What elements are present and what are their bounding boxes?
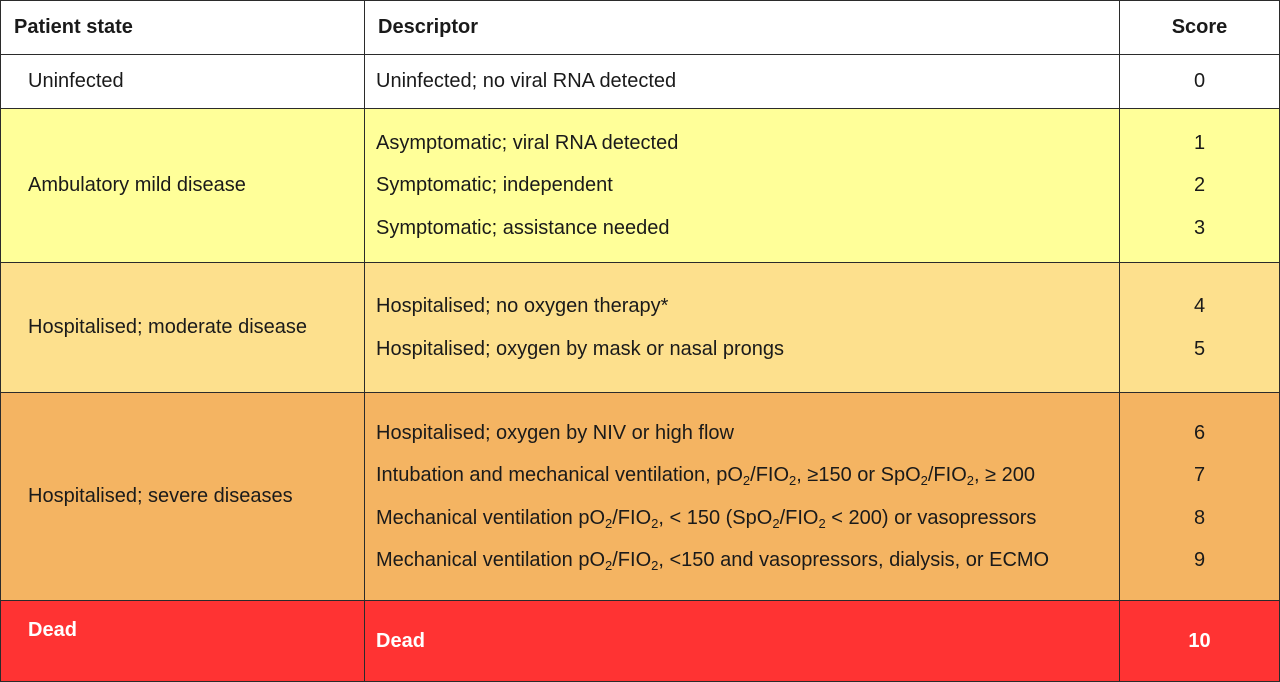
patient-state-cell: Uninfected (1, 55, 365, 109)
patient-state-cell: Ambulatory mild disease (1, 109, 365, 263)
descriptor-line (376, 454, 1119, 497)
descriptor-text: /FIO (927, 464, 967, 486)
header-patient-state: Patient state (1, 1, 365, 55)
descriptor-text: , < 150 (SpO (658, 506, 773, 529)
patient-state-cell: Hospitalised; moderate disease (1, 263, 365, 393)
score-value: 0 (1193, 70, 1206, 93)
score-value: 7 (1193, 464, 1206, 486)
subscript: 2 (605, 515, 613, 531)
descriptor-text: < 200) or vasopressors (825, 506, 1037, 529)
descriptor-line: Asymptomatic; viral RNA detected (376, 131, 679, 154)
descriptor-cell (365, 109, 1120, 263)
score-value: 5 (1193, 337, 1206, 360)
score-value: 8 (1193, 506, 1206, 529)
descriptor-text: /FIO (779, 506, 819, 529)
descriptor-line: Symptomatic; assistance needed (376, 216, 670, 239)
score-value: 1 (1193, 131, 1206, 154)
header-score: Score (1120, 1, 1280, 55)
descriptor-line: Hospitalised; no oxygen therapy* (376, 295, 669, 317)
descriptor-line (376, 539, 1119, 582)
row-uninfected (1, 55, 1280, 109)
row-hospitalised-severe (1, 393, 1280, 601)
score-value: 2 (1193, 174, 1206, 197)
descriptor-text: , ≥150 or SpO (796, 464, 921, 486)
descriptor-text: /FIO (612, 549, 652, 571)
score-cell (1120, 109, 1280, 263)
descriptor-line: Dead (376, 629, 425, 652)
score-value: 4 (1193, 295, 1206, 317)
descriptor-cell (365, 55, 1120, 109)
descriptor-cell (365, 601, 1120, 682)
row-ambulatory-mild (1, 109, 1280, 263)
descriptor-text: Intubation and mechanical ventilation, pO (376, 464, 743, 486)
descriptor-line: Hospitalised; oxygen by mask or nasal prongs (376, 337, 784, 360)
subscript: 2 (789, 473, 797, 488)
descriptor-text: , ≥ 200 (974, 464, 1036, 486)
patient-state-cell: Hospitalised; severe diseases (1, 393, 365, 601)
score-value: 6 (1193, 421, 1206, 444)
score-cell (1120, 55, 1280, 109)
subscript: 2 (651, 558, 659, 573)
subscript: 2 (742, 473, 751, 488)
row-dead (1, 601, 1280, 682)
row-hospitalised-moderate (1, 263, 1280, 393)
subscript: 2 (605, 558, 613, 573)
descriptor-line: Uninfected; no viral RNA detected (376, 70, 677, 93)
descriptor-cell (365, 263, 1120, 393)
descriptor-text: /FIO (612, 506, 652, 529)
descriptor-cell (365, 393, 1120, 601)
descriptor-line: Symptomatic; independent (376, 174, 613, 197)
descriptor-text: /FIO (750, 464, 790, 486)
descriptor-text: Mechanical ventilation pO (376, 549, 606, 571)
subscript: 2 (818, 515, 826, 531)
patient-state-cell: Dead (1, 601, 365, 682)
header-descriptor: Descriptor (365, 1, 1120, 55)
subscript: 2 (651, 515, 659, 531)
descriptor-line: Hospitalised; oxygen by NIV or high flow (376, 421, 734, 444)
score-cell (1120, 393, 1280, 601)
descriptor-line (376, 497, 1119, 540)
subscript: 2 (920, 473, 928, 488)
subscript: 2 (772, 515, 780, 531)
score-value: 9 (1193, 549, 1206, 571)
score-cell (1120, 601, 1280, 682)
score-value: 10 (1188, 629, 1211, 652)
score-cell (1120, 263, 1280, 393)
score-value: 3 (1193, 216, 1206, 239)
subscript: 2 (966, 473, 974, 488)
descriptor-text: , <150 and vasopressors, dialysis, or ECMO (658, 549, 1050, 571)
header-row (1, 1, 1280, 55)
descriptor-text: Mechanical ventilation pO (376, 506, 606, 529)
